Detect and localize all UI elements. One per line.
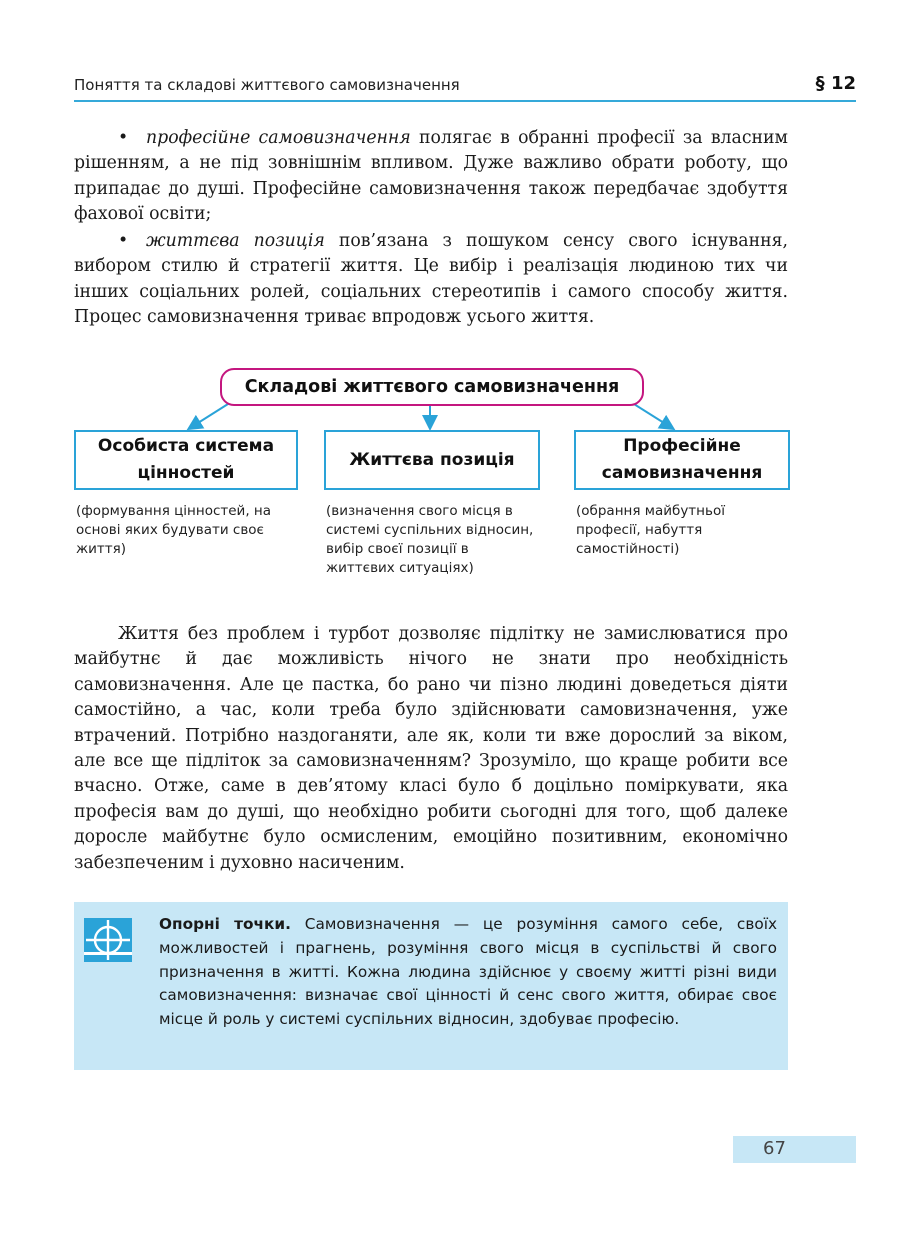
page-header xyxy=(74,74,856,100)
chapter-title: Поняття та складові життєвого самовизначення xyxy=(74,76,460,94)
bullet-marker: • xyxy=(118,128,129,148)
arrow-left xyxy=(190,404,228,428)
components-diagram xyxy=(74,366,788,586)
bullet-term: життєва позиція xyxy=(146,231,325,251)
life-position-note: (визначення свого місця в системі суспільних відносин, вибір своєї позиції в життєвих ситуаціях) xyxy=(326,503,534,576)
professional-note: (обрання майбутньої професії, набуття самостійності) xyxy=(576,503,725,557)
arrow-right xyxy=(634,404,672,428)
key-points-body: Самовизначення — це розуміння самого себе, своїх можливостей і прагнень, розуміння свого місця в суспільстві й свого призначення в житті. Кожна людина здійснює у своєму житті різні види самовизначення: визначає свої цінності й сенс свого життя, обирає своє місце й роль у системі суспільних відносин, здобуває професію. xyxy=(159,915,777,1029)
key-points-panel xyxy=(74,902,788,1070)
page-number-tab xyxy=(733,1136,856,1163)
target-icon xyxy=(84,918,132,962)
section-number: § 12 xyxy=(815,73,856,94)
bullet-term: професійне самовизначення xyxy=(146,128,411,148)
bullet-marker: • xyxy=(118,231,129,251)
body-paragraph: Життя без проблем і турбот дозволяє підлітку не замислюватися про майбутнє й дає можливість нічого не знати про необхідність самовизначення. Але це пастка, бо рано чи пізно людині доведеться діяти самостійно, а час, коли треба було здійснювати самовизначення, уже втрачений. Потрібно наздоганяти, але як, коли ти вже дорослий за віком, але все ще підліток за самовизначенням? Зрозуміло, що краще робити все вчасно. Отже, саме в дев’ятому класі було б доцільно поміркувати, яка професія вам до душі, що необхідно робити сьогодні для того, щоб далеке доросле майбутнє було осмисленим, емоційно позитивним, економічно забезпеченим і духовно насиченим. xyxy=(74,624,788,873)
header-divider xyxy=(74,100,856,102)
professional-box: Професійне самовизначення xyxy=(574,430,790,490)
life-position-box: Життєва позиція xyxy=(324,430,540,490)
bullet-text: пов’язана з пошуком сенсу свого існування, вибором стилю й стратегії життя. Це вибір і реалізація людиною тих чи інших соціальних ролей, соціальних стереотипів і самого способу життя. Процес самовизначення триває впродовж усього життя. xyxy=(74,231,788,328)
key-points-label: Опорні точки. xyxy=(159,915,291,933)
bullet-item xyxy=(74,126,788,228)
bullet-item xyxy=(74,229,788,331)
bullet-text: полягає в обранні професії за власним рішенням, а не під зовнішнім впливом. Дуже важливо обрати роботу, що припадає до душі. Професійне самовизначення також передбачає здобуття фахової освіти; xyxy=(74,128,788,225)
values-note: (формування цінностей, на основі яких будувати своє життя) xyxy=(76,503,272,557)
values-box: Особиста система цінностей xyxy=(74,430,298,490)
key-points-text xyxy=(159,913,777,1032)
diagram-title-box: Складові життєвого самовизначення xyxy=(220,368,644,406)
page-number: 67 xyxy=(763,1138,786,1159)
